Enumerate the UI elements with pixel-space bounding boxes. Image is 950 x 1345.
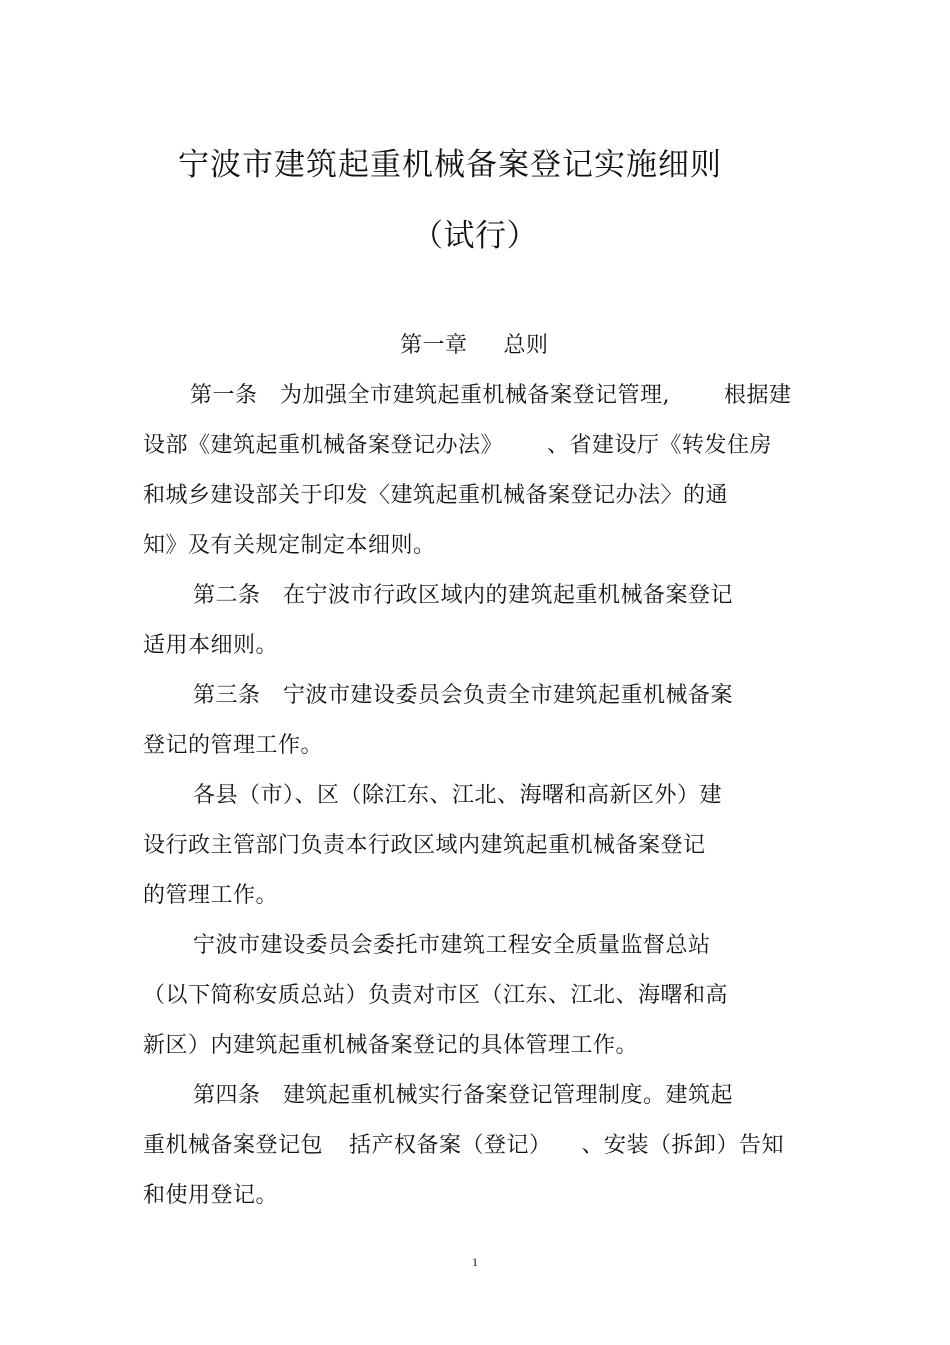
article-1-text-c: 设部《建筑起重机械备案登记办法》	[143, 433, 504, 458]
page-number: 1	[472, 1255, 478, 1269]
document-subtitle: （试行）	[412, 218, 538, 254]
article-4-line-2	[143, 1131, 784, 1161]
article-1-line-4: 知》及有关规定制定本细则。	[143, 533, 436, 558]
article-1-text-d: 、省建设厅《转发住房	[547, 433, 773, 458]
article-2-line-1: 第二条 在宁波市行政区域内的建筑起重机械备案登记	[193, 583, 734, 608]
paragraph-counties-line-3: 的管理工作。	[143, 883, 279, 908]
article-2-line-2: 适用本细则。	[143, 633, 279, 658]
article-1-line-1	[190, 381, 792, 411]
article-4-text-b: 括产权备案（登记）	[349, 1133, 552, 1158]
chapter-heading	[400, 331, 549, 361]
paragraph-counties-line-2: 设行政主管部门负责本行政区域内建筑起重机械备案登记	[143, 833, 706, 858]
article-3-line-1: 第三条 宁波市建设委员会负责全市建筑起重机械备案	[193, 683, 734, 708]
article-4-text-c: 、安装（拆卸）告知	[581, 1133, 785, 1158]
document-title: 宁波市建筑起重机械备案登记实施细则	[178, 147, 722, 183]
paragraph-counties-line-1: 各县（市）、区（除江东、江北、海曙和高新区外）建	[193, 783, 723, 808]
article-1-text-b: 根据建	[724, 383, 792, 408]
article-1-text-a: 第一条 为加强全市建筑起重机械备案登记管理,	[190, 383, 670, 408]
paragraph-station-line-3: 新区）内建筑起重机械备案登记的具体管理工作。	[143, 1033, 639, 1058]
article-4-line-1: 第四条 建筑起重机械实行备案登记管理制度。建筑起	[193, 1083, 734, 1108]
paragraph-station-line-2: （以下简称安质总站）负责对市区（江东、江北、海曙和高	[143, 983, 729, 1008]
chapter-number: 第一章	[400, 333, 468, 358]
article-1-line-3: 和城乡建设部关于印发〈建筑起重机械备案登记办法〉的通	[143, 483, 729, 508]
article-4-line-3: 和使用登记。	[143, 1183, 279, 1208]
paragraph-station-line-1: 宁波市建设委员会委托市建筑工程安全质量监督总站	[193, 933, 711, 958]
article-3-line-2: 登记的管理工作。	[143, 733, 324, 758]
article-1-line-2	[143, 431, 772, 461]
article-4-text-a: 重机械备案登记包	[143, 1133, 324, 1158]
chapter-name: 总则	[503, 333, 549, 358]
